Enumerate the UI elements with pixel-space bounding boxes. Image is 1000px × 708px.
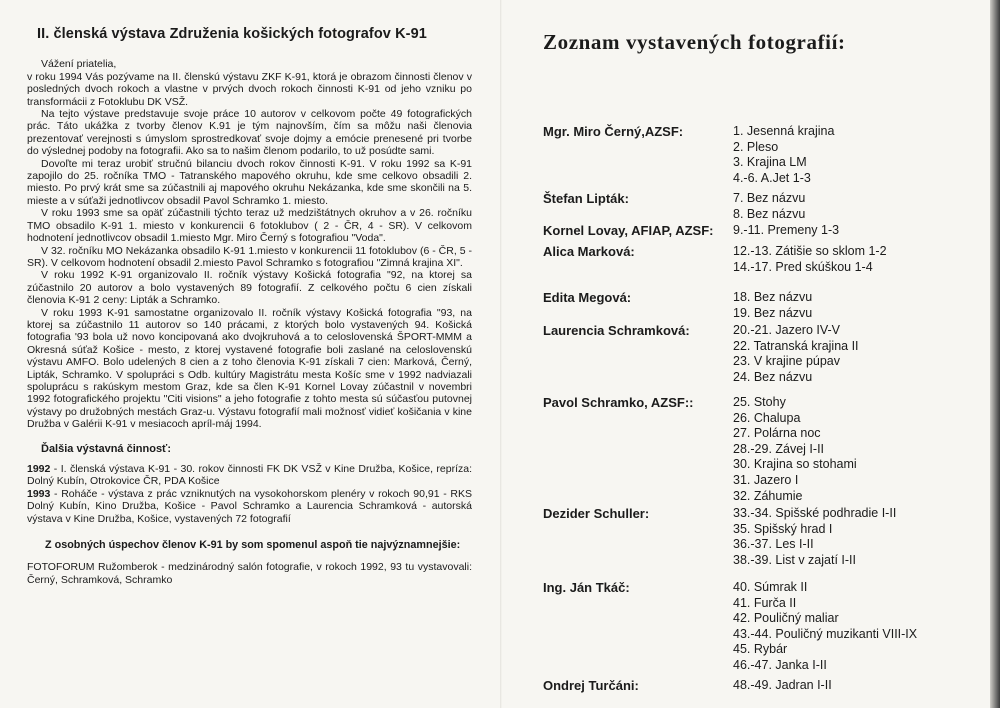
author-name: Mgr. Miro Černý,AZSF:: [543, 124, 684, 139]
work-item: 40. Súmrak II: [733, 580, 808, 594]
works-list: [733, 678, 963, 694]
activity-text: - I. členská výstava K-91 - 30. rokov činnosti FK DK VSŽ v Kine Družba, Košice, repríza: Dolný Kubín, Otrokovice ČR, PDA Košice: [27, 463, 472, 488]
activity-heading: Ďalšia výstavná činnosť:: [41, 442, 171, 455]
work-item: 45. Rybár: [733, 642, 788, 657]
work-item: 14.-17. Pred skúškou 1-4: [733, 259, 873, 274]
work-item: 18. Bez názvu: [733, 290, 813, 304]
work-item: 48.-49. Jadran I-II: [733, 678, 832, 692]
work-item: 20.-21. Jazero IV-V: [733, 323, 841, 337]
paragraph: V roku 1993 K-91 samostatne organizovalo II. ročník výstavy Košická fotografia "93, na ktorej sa zúčastnilo 11 autorov so 140 prácami, z ktorých bolo vystavených 94. Košická fotografia '93 bola už novo koncipovaná ako dvojkruhová a to celoslovenská ŠPORT-MMM a Okresná súťaž Košice - mesto, z ktorej vystavené fotografie boli zaslané na celoslovenskú výstavu AMFO. Bolo udelených 8 cien a z toho členovia K-91 získali 7 cien: Marková, Černý, Lipták, Schramko. V spolupráci s Odb. kultúry Magistrátu mesta Košíc sme v 1992 nadviazali spoluprácu s rakúskym mestom Graz, kde sa člen K-91 Kornel Lovay zúčastnil v novembri 1992 fotografického projektu "Citi visions" a jeho fotografie z tohto mesta sú súčasťou putovnej výstavy po družobných mestách Graz-u. Výstavu fotografií mali možnosť vidieť košičania v kine Družba v Galérii K-91 v mesiacoch apríl-máj 1994.: [27, 306, 472, 431]
paragraph: V roku 1992 K-91 organizovalo II. ročník výstavy Košická fotografia "92, na ktorej sa zúčastnilo 20 autorov a bolo vystavených 89 fotografií. Z celkového počtu 6 cien získali členovia K-91 2 ceny: Lipták a Schramko.: [27, 269, 472, 307]
works-list: [733, 290, 963, 321]
activity-year: 1992: [27, 463, 51, 475]
work-item: 33.-34. Spišské podhradie I-II: [733, 506, 897, 520]
work-item: 19. Bez názvu: [733, 305, 813, 320]
author-name: Ondrej Turčáni:: [543, 678, 639, 693]
activity-item: [27, 463, 472, 488]
works-list: [733, 124, 963, 186]
work-item: 26. Chalupa: [733, 410, 801, 425]
success-heading: Z osobných úspechov členov K-91 by som spomenul aspoň tie najvýznamnejšie:: [45, 539, 461, 552]
left-page: [27, 28, 472, 586]
works-list: [733, 323, 963, 385]
work-item: 12.-13. Zátišie so sklom 1-2: [733, 244, 887, 258]
work-item: 24. Bez názvu: [733, 369, 813, 384]
right-title: Zoznam vystavených fotografií:: [543, 30, 846, 54]
activity-item: [27, 488, 472, 525]
work-item: 32. Záhumie: [733, 488, 803, 503]
work-item: 22. Tatranská krajina II: [733, 338, 859, 353]
work-item: 2. Pleso: [733, 139, 779, 154]
work-item: 43.-44. Pouličný muzikanti VIII-IX: [733, 626, 918, 641]
work-item: 36.-37. Les I-II: [733, 537, 814, 552]
author-name: Pavol Schramko, AZSF::: [543, 395, 694, 410]
salutation: Vážení priatelia,: [41, 58, 117, 71]
work-item: 1. Jesenná krajina: [733, 124, 835, 138]
paragraph: Na tejto výstave predstavuje svoje práce 10 autorov v celkovom počte 49 fotografických prác. Táto ukážka z tvorby členov K.91 je tým najnovším, čím sa môžu naši členovia prezentovať verejnosti s úmyslom sprostredkovať svoje dojmy a emócie prenesené pri tvorbe do výslednej podoby na fotografii. Ako sa to našim členom podarilo, to už posúdte sami.: [27, 108, 472, 158]
work-item: 38.-39. List v zajatí I-II: [733, 552, 856, 567]
paragraph: V 32. ročníku MO Nekázanka obsadilo K-91 1.miesto v konkurencii 11 fotoklubov (6 - ČR, 5 - SR). V celkovom hodnotení obsadil 2.miesto Pavol Schramko s fotografiou "Zimná krajina XI".: [27, 244, 472, 269]
work-item: 35. Spišský hrad I: [733, 521, 833, 536]
work-item: 28.-29. Závej I-II: [733, 441, 825, 456]
right-page: [543, 30, 963, 693]
success-text: FOTOFORUM Ružomberok - medzinárodný salón fotografie, v rokoch 1992, 93 tu vystavovali: Černý, Schramková, Schramko: [27, 561, 472, 586]
work-item: 7. Bez názvu: [733, 191, 806, 205]
author-name: Alica Marková:: [543, 244, 635, 259]
works-list: [733, 223, 963, 239]
works-list: [733, 395, 963, 504]
work-item: 41. Furča II: [733, 595, 797, 610]
work-item: 30. Krajina so stohami: [733, 457, 857, 472]
works-list: [733, 191, 963, 222]
works-list: [733, 244, 963, 275]
author-name: Ing. Ján Tkáč:: [543, 580, 630, 595]
work-item: 3. Krajina LM: [733, 155, 807, 170]
work-item: 31. Jazero I: [733, 472, 799, 487]
paragraph: Dovoľte mi teraz urobiť stručnú bilanciu dvoch rokov činnosti K-91. V roku 1992 sa K-91 zapojilo do 25. ročníka TMO - Tatranského mapového okruhu, kde sme celkovo obsadili 2. miesto. Po prvý krát sme sa zúčastnili aj mapového okruhu Nekázanka, kde sme skončili na 5. mieste a v súťaži jednotlivcov obsadil Pavol Schramko 1. miesto.: [27, 157, 472, 207]
work-item: 4.-6. A.Jet 1-3: [733, 170, 811, 185]
work-item: 23. V krajine púpav: [733, 354, 841, 369]
work-item: 25. Stohy: [733, 395, 786, 409]
author-name: Edita Megová:: [543, 290, 632, 305]
author-name: Laurencia Schramková:: [543, 323, 690, 338]
works-list: [733, 506, 963, 568]
work-item: 8. Bez názvu: [733, 206, 806, 221]
author-name: Kornel Lovay, AFIAP, AZSF:: [543, 223, 714, 238]
author-name: Štefan Lipták:: [543, 191, 629, 206]
scan-edge: [990, 0, 1000, 708]
page-fold: [500, 0, 502, 708]
activity-text: - Roháče - výstava z prác vzniknutých na vysokohorskom plenéry v rokoch 90,91 - RKS Dolný Kubín, Kino Družba, Košice - Pavol Schramko a Laurencia Schramková - autorská výstava v Kine Družba, Košice, vystavených 72 fotografií: [27, 487, 472, 525]
paragraph: V roku 1993 sme sa opäť zúčastnili týchto teraz už medzištátnych okruhov a v 26. ročníku TMO obsadilo K-91 1. miesto v konkurencii 6 fotoklubov ( 2 - ČR, 4 - SR). V celkovom hodnotení jednotlivcov obsadil 1.miesto Mgr. Miro Černý s fotografiou "Voda".: [27, 207, 472, 245]
activity-year: 1993: [27, 487, 51, 500]
works-list: [733, 580, 963, 674]
work-item: 46.-47. Janka I-II: [733, 657, 827, 672]
work-item: 42. Pouličný maliar: [733, 611, 839, 626]
work-item: 27. Polárna noc: [733, 426, 821, 441]
left-title: II. členská výstava Združenia košických fotografov K-91: [37, 26, 427, 42]
work-item: 9.-11. Premeny 1-3: [733, 223, 840, 237]
paragraph: v roku 1994 Vás pozývame na II. členskú výstavu ZKF K-91, ktorá je obrazom činnosti členov v posledných dvoch rokoch a vlastne v prvých dvoch rokoch činnosti K-91 od jeho vzniku po transformácii z Fotoklubu DK VSŽ.: [27, 70, 472, 108]
author-name: Dezider Schuller:: [543, 506, 650, 521]
